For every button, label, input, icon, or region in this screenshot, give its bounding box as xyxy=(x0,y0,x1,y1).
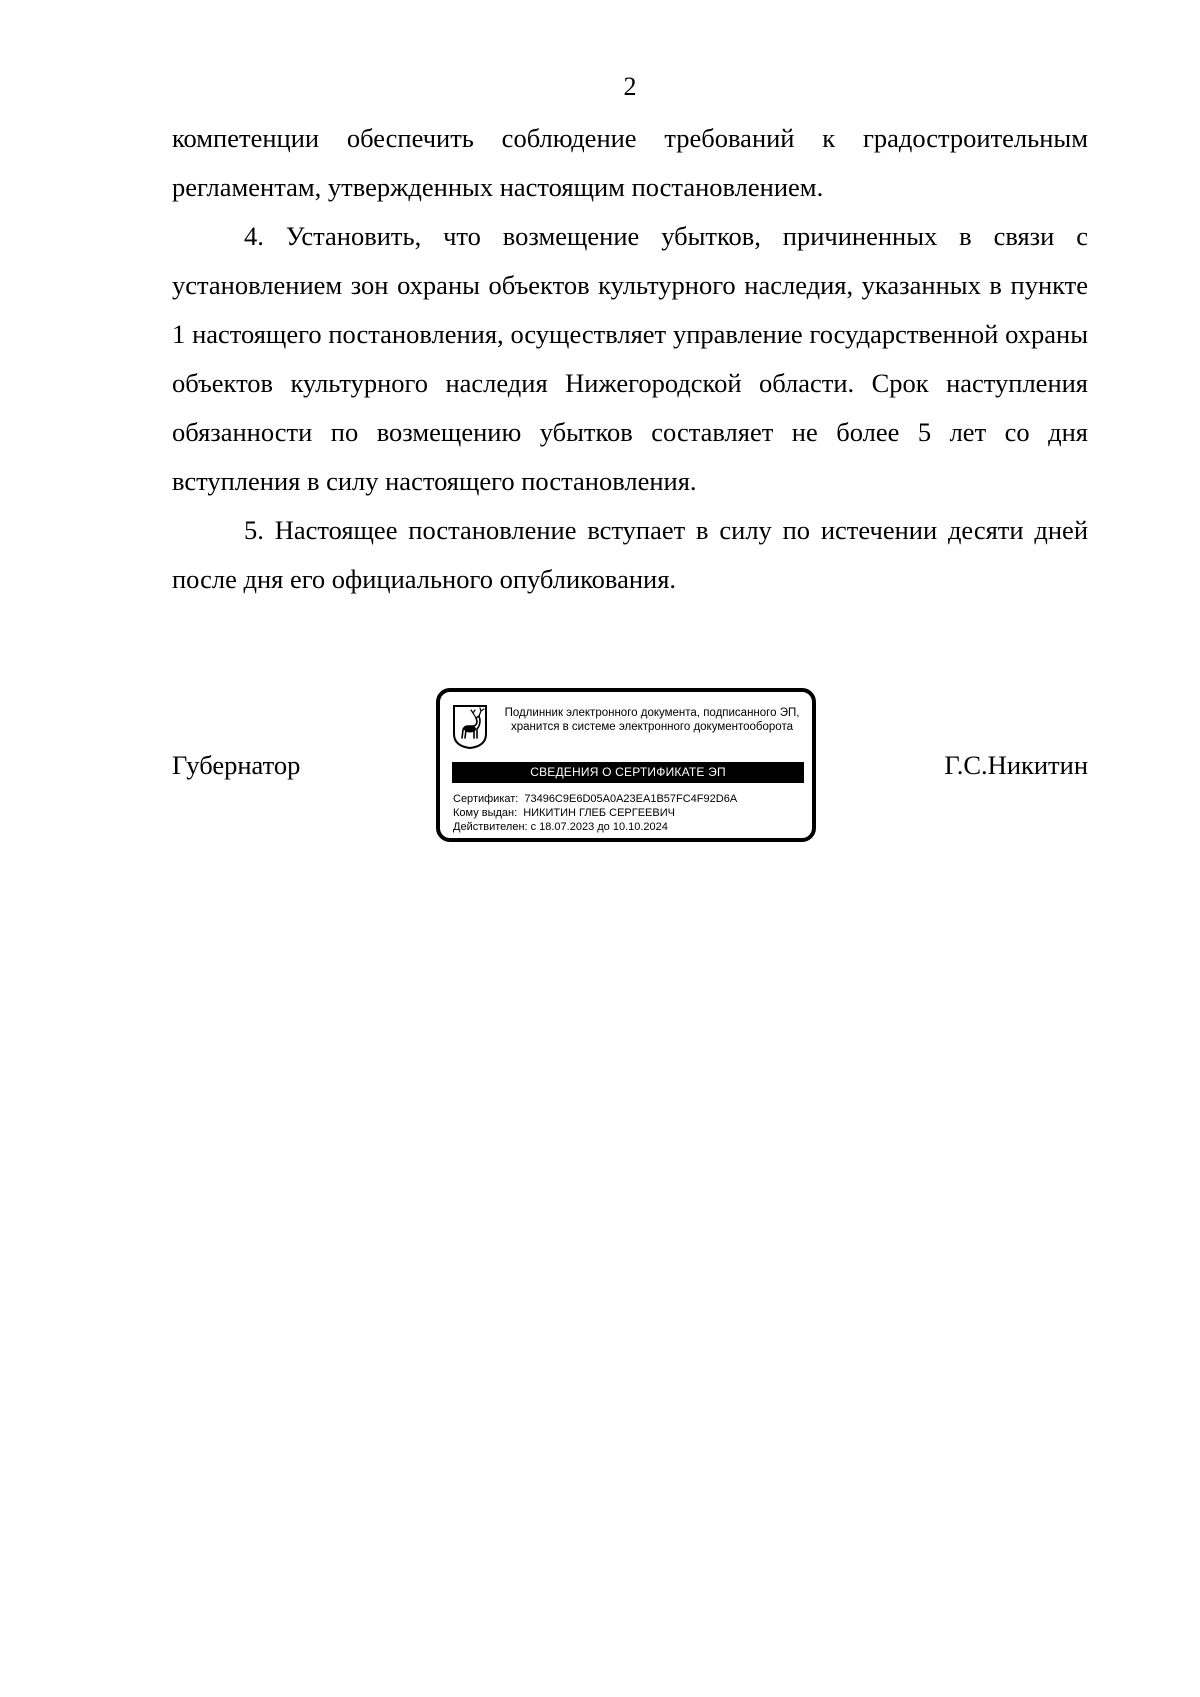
stamp-certificate-info xyxy=(453,792,737,834)
stamp-certificate-title: СВЕДЕНИЯ О СЕРТИФИКАТЕ ЭП xyxy=(452,762,804,783)
issued-to-label: Кому выдан: xyxy=(453,807,518,819)
paragraph-item-4: 4. Установить, что возмещение убытков, причиненных в связи с установлением зон охраны объектов культурного наследия, указанных в пункте 1 настоящего постановления, осуществляет управление государственной охраны объектов культурного наследия Нижегородской области. Срок наступления обязанности по возмещению убытков составляет не более 5 лет со дня вступления в силу настоящего постановления. xyxy=(172,221,1088,496)
validity-label: Действителен: xyxy=(453,821,528,833)
validity-row xyxy=(453,820,737,834)
paragraph-item-5: 5. Настоящее постановление вступает в силу по истечении десяти дней после дня его официального опубликования. xyxy=(172,515,1088,594)
electronic-signature-stamp xyxy=(436,688,816,842)
signature-block xyxy=(172,688,1088,848)
stamp-header xyxy=(494,706,810,734)
stamp-header-line-1: Подлинник электронного документа, подписанного ЭП, xyxy=(504,707,800,719)
page-number: 2 xyxy=(623,72,637,101)
document-body xyxy=(172,114,1088,604)
certificate-row xyxy=(453,792,737,806)
signer-position: Губернатор xyxy=(172,750,301,780)
validity-value: с 18.07.2023 до 10.10.2024 xyxy=(530,821,668,833)
stamp-header-line-2: хранится в системе электронного документооборота xyxy=(511,721,793,733)
certificate-value: 73496C9E6D05A0A23EA1B57FC4F92D6A xyxy=(524,793,738,805)
issued-to-value: НИКИТИН ГЛЕБ СЕРГЕЕВИЧ xyxy=(523,807,675,819)
paragraph-continuation: компетенции обеспечить соблюдение требований к градостроительным регламентам, утвержденных настоящим постановлением. xyxy=(172,123,1088,202)
certificate-label: Сертификат: xyxy=(453,793,519,805)
deer-emblem-icon xyxy=(452,704,488,750)
signer-name: Г.С.Никитин xyxy=(944,750,1088,780)
issued-to-row xyxy=(453,806,737,820)
